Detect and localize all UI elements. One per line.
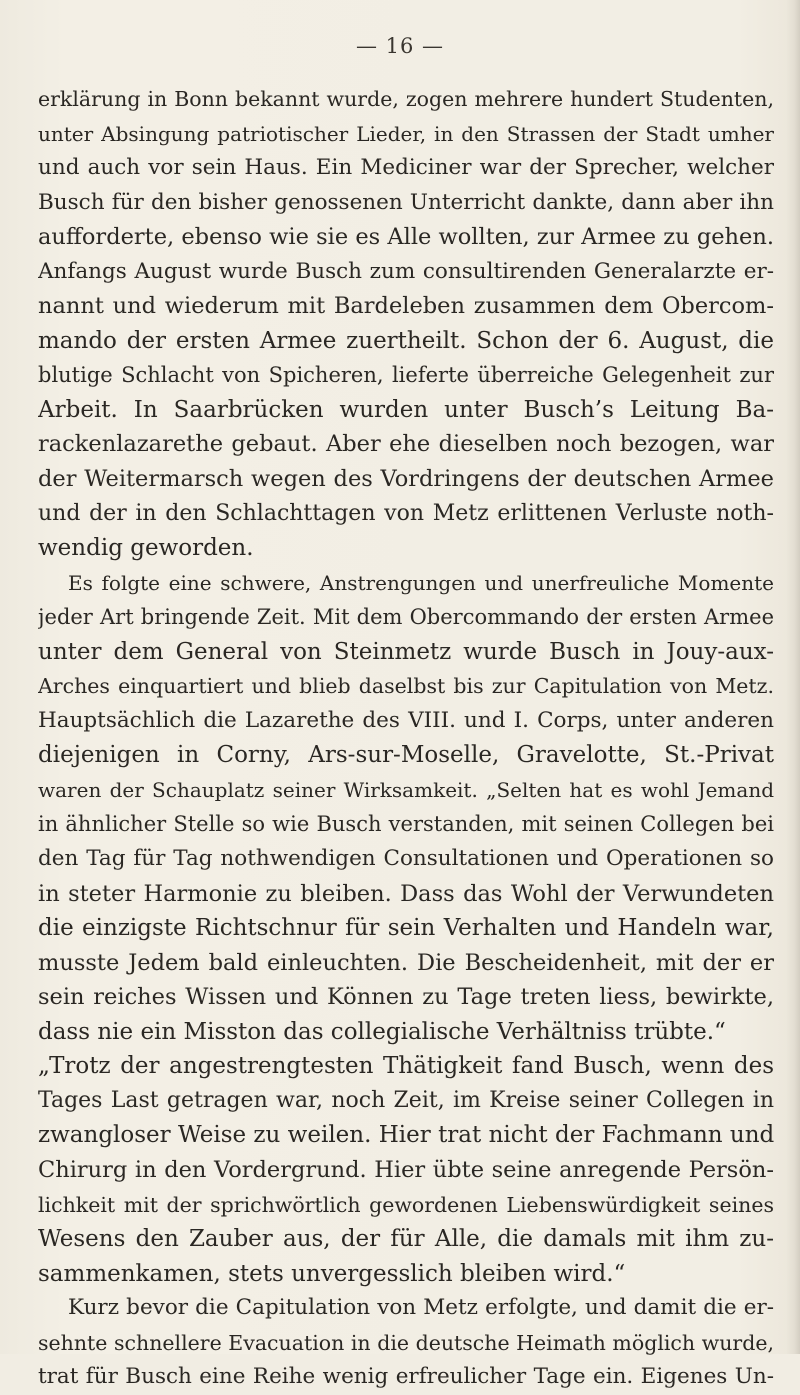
text-line: in ähnlicher Stelle so wie Busch verstanden, mit seinen Collegen bei [38,812,774,837]
text-line: blutige Schlacht von Spicheren, lieferte überreiche Gelegenheit zur [38,363,774,388]
text-line: „Trotz der angestrengtesten Thätigkeit fand Busch, wenn des [38,1053,774,1080]
text-line: unter Absingung patriotischer Lieder, in den Strassen der Stadt umher [38,121,774,146]
text-line: Es folgte eine schwere, Anstrengungen und unerfreuliche Momente [68,570,774,595]
text-line: der Weitermarsch wegen des Vordringens der deutschen Armee [38,466,774,493]
text-line: wendig geworden. [38,535,254,562]
text-line: rackenlazarethe gebaut. Aber ehe dieselben noch bezogen, war [38,431,774,458]
text-line: Chirurg in den Vordergrund. Hier übte seine anregende Persön- [38,1156,774,1183]
text-line: Tages Last getragen war, noch Zeit, im Kreise seiner Collegen in [38,1087,774,1113]
page-number: — 16 — [355,34,445,58]
text-line: Arches einquartiert und blieb daselbst bis zur Capitulation von Metz. [38,674,774,699]
body-text [38,82,774,1395]
text-line: diejenigen in Corny, Ars-sur-Moselle, Gravelotte, St.-Privat [38,742,774,769]
text-line: Kurz bevor die Capitulation von Metz erfolgte, und damit die er- [68,1295,774,1321]
text-line: trat für Busch eine Reihe wenig erfreulicher Tage ein. Eigenes Un- [38,1364,774,1390]
text-line: mando der ersten Armee zuertheilt. Schon der 6. August, die [38,327,774,354]
text-line: und auch vor sein Haus. Ein Mediciner war der Sprecher, welcher [38,155,774,181]
text-line: Arbeit. In Saarbrücken wurden unter Busch’s Leitung Ba- [38,396,774,423]
scan-shadow-edge [786,0,800,1354]
text-line: den Tag für Tag nothwendigen Consultationen und Operationen so [38,846,774,872]
text-line: Busch für den bisher genossenen Unterricht dankte, dann aber ihn [38,189,774,215]
text-line: waren der Schauplatz seiner Wirksamkeit. „Selten hat es wohl Jemand [38,777,774,802]
text-line: musste Jedem bald einleuchten. Die Bescheidenheit, mit der er [38,949,774,976]
text-line: und der in den Schlachttagen von Metz erlittenen Verluste noth- [38,500,774,526]
text-line: Hauptsächlich die Lazarethe des VIII. und I. Corps, unter anderen [38,707,774,733]
text-line: sein reiches Wissen und Können zu Tage treten liess, bewirkte, [38,984,774,1011]
text-line: lichkeit mit der sprichwörtlich gewordenen Liebenswürdigkeit seines [38,1192,774,1217]
text-line: Anfangs August wurde Busch zum consultirenden Generalarzte er- [38,258,774,284]
text-line: dass nie ein Misston das collegialische Verhältniss trübte.“ [38,1018,726,1045]
text-line: unter dem General von Steinmetz wurde Busch in Jouy-aux- [38,638,774,665]
text-line: erklärung in Bonn bekannt wurde, zogen mehrere hundert Studenten, [38,87,774,111]
text-line: sammenkamen, stets unvergesslich bleiben wird.“ [38,1260,626,1287]
text-line: sehnte schnellere Evacuation in die deutsche Heimath möglich wurde, [38,1330,774,1355]
text-line: jeder Art bringende Zeit. Mit dem Obercommando der ersten Armee [38,605,774,630]
text-line: Wesens den Zauber aus, der für Alle, die damals mit ihm zu- [38,1226,774,1253]
text-line: nannt und wiederum mit Bardeleben zusammen dem Obercom- [38,293,774,320]
text-line: aufforderte, ebenso wie sie es Alle wollten, zur Armee zu gehen. [38,224,774,251]
text-line: die einzigste Richtschnur für sein Verhalten und Handeln war, [38,915,774,942]
text-line: in steter Harmonie zu bleiben. Dass das Wohl der Verwundeten [38,880,774,907]
text-line: zwangloser Weise zu weilen. Hier trat nicht der Fachmann und [38,1122,774,1149]
